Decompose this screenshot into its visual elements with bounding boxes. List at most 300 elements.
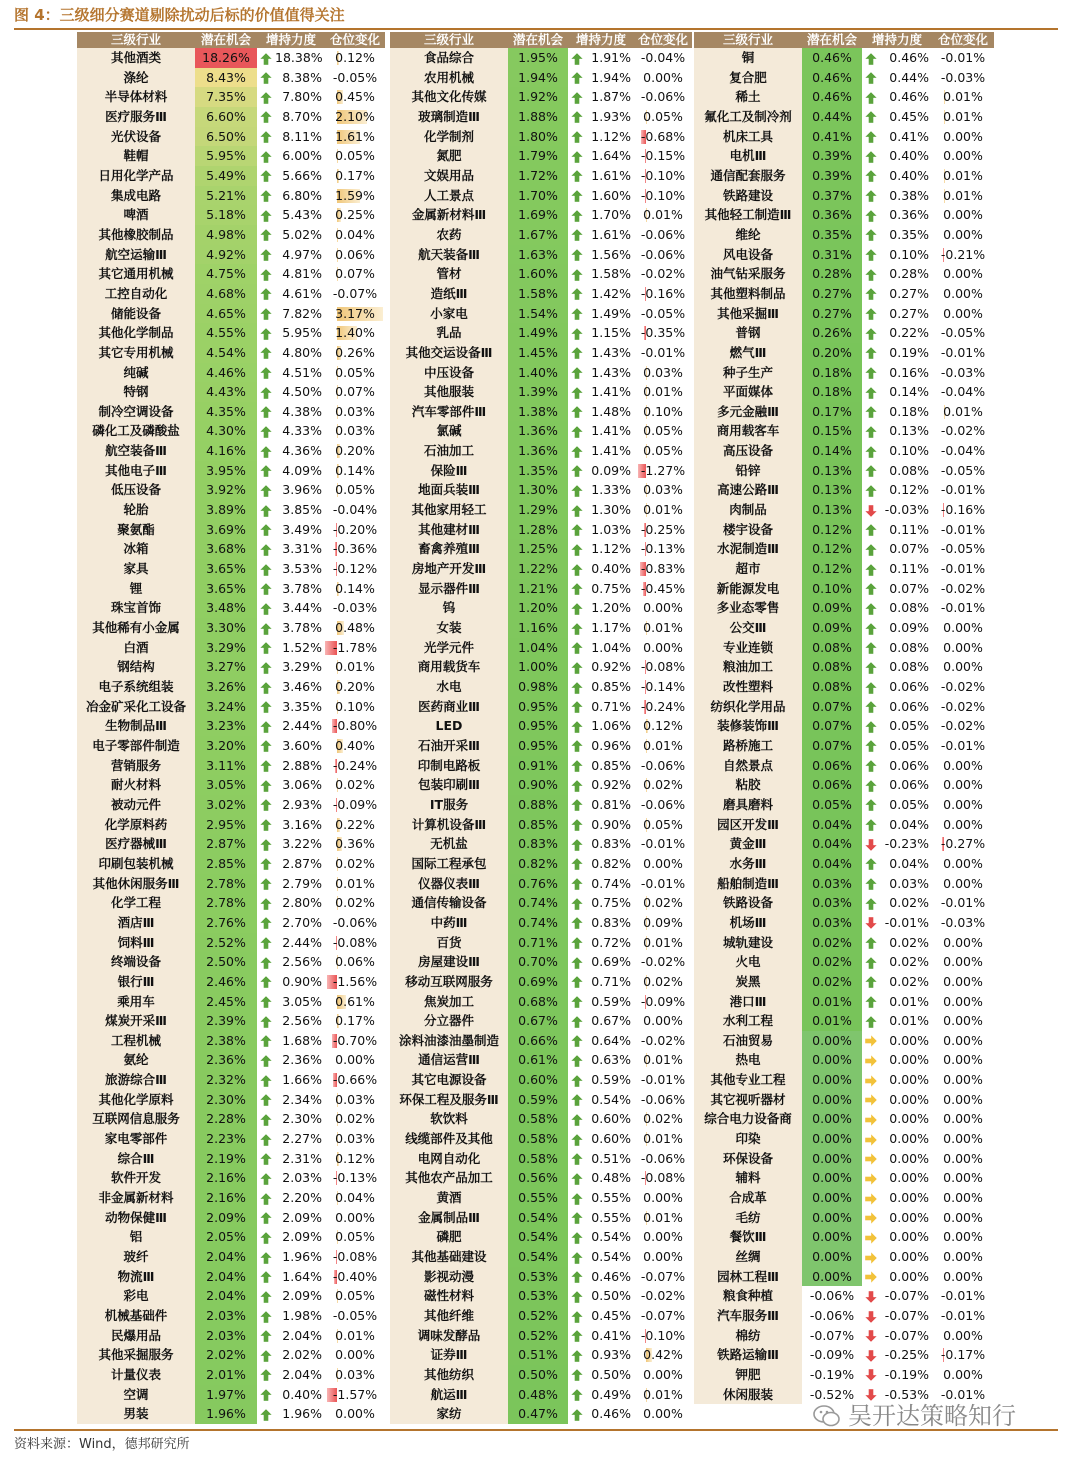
trend-arrow (568, 972, 586, 992)
trend-arrow (862, 1168, 880, 1188)
opportunity-value: 0.58% (508, 1149, 568, 1169)
opportunity-value: 0.00% (802, 1267, 862, 1287)
position-change (634, 1365, 692, 1385)
industry-name: 金属制品Ⅲ (390, 1208, 508, 1228)
increase-value: 1.64% (282, 1268, 323, 1284)
industry-name: 白酒 (77, 638, 195, 658)
position-change (325, 461, 385, 481)
position-change (634, 1247, 692, 1267)
increase-value: 2.31% (282, 1150, 323, 1166)
trend-arrow (257, 638, 275, 658)
industry-name: 其他纺织 (390, 1365, 508, 1385)
table-row (390, 539, 692, 559)
industry-name: 畜禽养殖Ⅲ (390, 539, 508, 559)
position-change-value: 0.03% (335, 423, 375, 439)
trend-arrow (862, 343, 880, 363)
table-row (694, 1286, 994, 1306)
opportunity-value: 4.65% (195, 304, 257, 324)
table-row (694, 1011, 994, 1031)
table-row (390, 323, 692, 343)
arrow-down-icon (864, 838, 878, 852)
arrow-up-icon (570, 779, 584, 793)
trend-arrow (257, 697, 275, 717)
opportunity-value: 1.21% (508, 579, 568, 599)
arrow-up-icon (570, 1113, 584, 1127)
position-change (325, 579, 385, 599)
table-row (77, 775, 385, 795)
increase-value: -0.25% (884, 1347, 930, 1363)
increase-value: 0.08% (889, 600, 930, 616)
position-change-value: 0.26% (335, 344, 375, 360)
industry-name: 风电设备 (694, 245, 802, 265)
position-change-value: 0.00% (943, 1327, 983, 1343)
position-change-value: 0.00% (643, 600, 683, 616)
trend-arrow (862, 677, 880, 697)
trend-arrow (862, 264, 880, 284)
position-change (325, 304, 385, 324)
position-change (932, 1326, 994, 1346)
trend-arrow (568, 1188, 586, 1208)
opportunity-value: 1.72% (508, 166, 568, 186)
position-change-value: 0.00% (643, 855, 683, 871)
trend-arrow (862, 579, 880, 599)
opportunity-value: 0.02% (802, 952, 862, 972)
increase-value: 2.30% (282, 1111, 323, 1127)
opportunity-value: 4.54% (195, 343, 257, 363)
industry-name: 肉制品 (694, 500, 802, 520)
industry-name: 玻璃制造Ⅲ (390, 107, 508, 127)
trend-arrow (568, 697, 586, 717)
industry-name: 分立器件 (390, 1011, 508, 1031)
industry-name: 磨具磨料 (694, 795, 802, 815)
increase-value: 3.44% (282, 600, 323, 616)
industry-name: 环保工程及服务Ⅲ (390, 1090, 508, 1110)
position-change (325, 1149, 385, 1169)
industry-name: 软饮料 (390, 1109, 508, 1129)
position-change-value: -0.27% (940, 836, 986, 852)
opportunity-value: 1.92% (508, 87, 568, 107)
position-change (325, 402, 385, 422)
opportunity-value: 3.20% (195, 736, 257, 756)
increase-value: 0.01% (889, 993, 930, 1009)
increase-value: 2.56% (282, 954, 323, 970)
increase-value: 0.00% (889, 1111, 930, 1127)
table-row (77, 1247, 385, 1267)
position-change (634, 815, 692, 835)
trend-arrow (862, 736, 880, 756)
position-change-value: 0.00% (943, 1190, 983, 1206)
increase-value: 0.08% (889, 659, 930, 675)
position-change (325, 795, 385, 815)
arrow-up-icon (259, 661, 273, 675)
opportunity-value: 2.52% (195, 933, 257, 953)
trend-arrow (568, 1109, 586, 1129)
table-row (77, 284, 385, 304)
table-row (390, 1188, 692, 1208)
trend-arrow (257, 1306, 275, 1326)
position-change-value: 0.20% (335, 679, 375, 694)
position-change (634, 913, 692, 933)
position-change-value: -0.08% (332, 934, 378, 950)
trend-arrow (257, 992, 275, 1012)
industry-name: 铝 (77, 1227, 195, 1247)
header-increase: 增持力度 (257, 32, 325, 48)
position-change (932, 657, 994, 677)
increase-value: 0.48% (591, 1170, 632, 1186)
increase-value: 2.04% (282, 1327, 323, 1343)
table-row (390, 1267, 692, 1287)
opportunity-value: 3.29% (195, 638, 257, 658)
table-row (77, 1345, 385, 1365)
increase-value: 0.90% (282, 973, 323, 989)
table-row (77, 323, 385, 343)
arrow-up-icon (570, 759, 584, 773)
opportunity-value: 0.27% (802, 284, 862, 304)
table-row (390, 225, 692, 245)
position-change-value: 0.05% (335, 364, 375, 380)
table-row (77, 1050, 385, 1070)
position-change (932, 127, 994, 147)
opportunity-value: 0.54% (508, 1208, 568, 1228)
arrow-up-icon (570, 209, 584, 223)
trend-arrow (568, 933, 586, 953)
trend-arrow (862, 87, 880, 107)
position-change (932, 461, 994, 481)
arrow-up-icon (259, 287, 273, 301)
table-row (694, 363, 994, 383)
arrow-up-icon (864, 779, 878, 793)
position-change (325, 186, 385, 206)
position-change-value: 1.40% (335, 325, 375, 341)
position-change (932, 1149, 994, 1169)
increase-value: 2.09% (282, 1288, 323, 1304)
arrow-up-icon (864, 543, 878, 557)
position-change (932, 1365, 994, 1385)
increase-value: 1.87% (591, 89, 632, 105)
opportunity-value: 0.02% (802, 933, 862, 953)
trend-arrow (862, 933, 880, 953)
trend-arrow (862, 245, 880, 265)
arrow-up-icon (259, 897, 273, 911)
table-row (694, 1188, 994, 1208)
table-row (694, 146, 994, 166)
industry-name: 显示器件Ⅲ (390, 579, 508, 599)
industry-name: 其他农产品加工 (390, 1168, 508, 1188)
arrow-right-icon (864, 1093, 878, 1107)
increase-value: 1.64% (591, 148, 632, 164)
increase-value: 0.09% (591, 462, 632, 478)
position-change-value: 0.12% (643, 718, 683, 734)
arrow-up-icon (259, 52, 273, 66)
position-change (325, 146, 385, 166)
table-row (390, 127, 692, 147)
industry-name: 其他塑料制品 (694, 284, 802, 304)
opportunity-value: 0.08% (802, 677, 862, 697)
opportunity-value: 0.03% (802, 913, 862, 933)
opportunity-value: 0.00% (802, 1247, 862, 1267)
table-row (390, 618, 692, 638)
position-change (932, 48, 994, 68)
trend-arrow (568, 382, 586, 402)
position-change (634, 343, 692, 363)
arrow-up-icon (570, 366, 584, 380)
table-row (694, 1090, 994, 1110)
table-row (390, 874, 692, 894)
position-change (932, 1050, 994, 1070)
industry-name: 人工景点 (390, 186, 508, 206)
opportunity-value: 0.31% (802, 245, 862, 265)
trend-arrow (257, 874, 275, 894)
arrow-up-icon (570, 1133, 584, 1147)
opportunity-value: 1.58% (508, 284, 568, 304)
table-row (390, 756, 692, 776)
industry-name: 船舶制造Ⅲ (694, 874, 802, 894)
increase-value: 2.27% (282, 1131, 323, 1147)
increase-value: 0.55% (591, 1190, 632, 1206)
trend-arrow (568, 1326, 586, 1346)
industry-name: 其他化学原料 (77, 1090, 195, 1110)
opportunity-value: 1.54% (508, 304, 568, 324)
position-change (325, 618, 385, 638)
table-row (694, 756, 994, 776)
opportunity-value: 2.87% (195, 834, 257, 854)
trend-arrow (257, 795, 275, 815)
opportunity-value: 0.61% (508, 1050, 568, 1070)
table-row (694, 421, 994, 441)
position-change-value: 0.02% (643, 777, 683, 793)
arrow-up-icon (259, 91, 273, 105)
trend-arrow (862, 795, 880, 815)
opportunity-value: -0.52% (802, 1385, 862, 1405)
table-row (390, 363, 692, 383)
arrow-up-icon (864, 52, 878, 66)
position-change (634, 363, 692, 383)
opportunity-value: 0.59% (508, 1090, 568, 1110)
arrow-up-icon (259, 759, 273, 773)
opportunity-value: 1.40% (508, 363, 568, 383)
trend-arrow (257, 1090, 275, 1110)
increase-value: 1.98% (282, 1308, 323, 1323)
opportunity-value: -0.06% (802, 1286, 862, 1306)
table-row (77, 638, 385, 658)
table-row (694, 815, 994, 835)
trend-arrow (862, 500, 880, 520)
table-row (77, 87, 385, 107)
trend-arrow (568, 1286, 586, 1306)
opportunity-value: 3.23% (195, 716, 257, 736)
increase-value: 0.40% (591, 561, 632, 577)
position-change (325, 677, 385, 697)
arrow-up-icon (570, 975, 584, 989)
table-row (390, 1247, 692, 1267)
arrow-up-icon (570, 327, 584, 341)
industry-name: 油气钻采服务 (694, 264, 802, 284)
position-change (634, 1286, 692, 1306)
table-row (390, 304, 692, 324)
position-change (325, 441, 385, 461)
trend-arrow (568, 500, 586, 520)
position-change-value: -0.16% (640, 285, 686, 301)
position-change (932, 323, 994, 343)
opportunity-value: 2.30% (195, 1090, 257, 1110)
position-change-value: 0.00% (943, 934, 983, 950)
position-change-value: 1.61% (335, 128, 375, 144)
position-change (325, 1070, 385, 1090)
industry-name: 电子系统组装 (77, 677, 195, 697)
arrow-up-icon (864, 248, 878, 262)
position-change-value: -0.04% (940, 384, 986, 400)
industry-name: 珠宝首饰 (77, 598, 195, 618)
table-row (77, 1031, 385, 1051)
position-change-value: 0.01% (643, 1131, 683, 1147)
increase-value: 4.33% (282, 423, 323, 439)
position-change-value: 0.09% (643, 914, 683, 930)
industry-name: 机械基础件 (77, 1306, 195, 1326)
arrow-up-icon (570, 838, 584, 852)
industry-name: 低压设备 (77, 480, 195, 500)
position-change (932, 1345, 994, 1365)
increase-value: 1.43% (591, 364, 632, 380)
opportunity-value: 0.60% (508, 1070, 568, 1090)
opportunity-value: 3.95% (195, 461, 257, 481)
industry-name: 其它视听器材 (694, 1090, 802, 1110)
opportunity-value: 0.88% (508, 795, 568, 815)
table-row (390, 500, 692, 520)
trend-arrow (568, 402, 586, 422)
table-row (390, 146, 692, 166)
position-change (932, 1208, 994, 1228)
increase-value: 0.06% (889, 679, 930, 694)
industry-name: 家具 (77, 559, 195, 579)
position-change (634, 775, 692, 795)
arrow-up-icon (864, 897, 878, 911)
position-change (325, 48, 385, 68)
increase-value: 18.38% (275, 50, 323, 65)
opportunity-value: 0.50% (508, 1365, 568, 1385)
table-row (694, 1326, 994, 1346)
increase-value: 1.17% (591, 620, 632, 636)
increase-value: 0.60% (591, 1131, 632, 1147)
increase-value: 0.00% (889, 1190, 930, 1206)
arrow-up-icon (570, 681, 584, 695)
increase-value: 1.96% (282, 1249, 323, 1265)
opportunity-value: 5.21% (195, 186, 257, 206)
opportunity-value: 0.91% (508, 756, 568, 776)
table-row (694, 638, 994, 658)
industry-name: 证券Ⅲ (390, 1345, 508, 1365)
opportunity-value: 0.00% (802, 1031, 862, 1051)
position-change (932, 992, 994, 1012)
trend-arrow (257, 1188, 275, 1208)
opportunity-value: 5.49% (195, 166, 257, 186)
industry-name: 中压设备 (390, 363, 508, 383)
arrow-up-icon (570, 936, 584, 950)
trend-arrow (568, 1070, 586, 1090)
arrow-up-icon (259, 1054, 273, 1068)
increase-value: 0.05% (889, 796, 930, 812)
industry-name: 纺织化学用品 (694, 697, 802, 717)
arrow-up-icon (259, 602, 273, 616)
table-row (694, 304, 994, 324)
trend-arrow (257, 402, 275, 422)
opportunity-value: 2.50% (195, 952, 257, 972)
table-row (77, 834, 385, 854)
position-change-value: 0.00% (943, 1170, 983, 1186)
opportunity-value: 2.85% (195, 854, 257, 874)
trend-arrow (257, 107, 275, 127)
industry-name: 铅锌 (694, 461, 802, 481)
position-change (325, 1365, 385, 1385)
position-change-value: -1.27% (640, 462, 686, 478)
position-change (932, 1090, 994, 1110)
position-change (634, 520, 692, 540)
header-increase: 增持力度 (862, 32, 932, 48)
increase-value: 0.75% (591, 580, 632, 596)
position-change (932, 1286, 994, 1306)
position-change (634, 323, 692, 343)
opportunity-value: 1.04% (508, 638, 568, 658)
opportunity-value: 0.04% (802, 815, 862, 835)
increase-value: 1.91% (591, 50, 632, 65)
table-row (390, 854, 692, 874)
trend-arrow (257, 205, 275, 225)
increase-value: 2.44% (282, 934, 323, 950)
table-row (390, 1208, 692, 1228)
arrow-up-icon (259, 1349, 273, 1363)
position-change (634, 1345, 692, 1365)
industry-name: 休闲服装 (694, 1385, 802, 1405)
position-change (932, 913, 994, 933)
arrow-up-icon (259, 838, 273, 852)
table-row (77, 1306, 385, 1326)
position-change-value: 0.00% (943, 796, 983, 812)
arrow-up-icon (864, 582, 878, 596)
table-row (77, 68, 385, 88)
table-row (694, 186, 994, 206)
trend-arrow (862, 972, 880, 992)
trend-arrow (862, 205, 880, 225)
table-row (694, 775, 994, 795)
trend-arrow (257, 559, 275, 579)
table-row (390, 1168, 692, 1188)
watermark-text: 吴开达策略知行 (848, 1402, 1016, 1430)
position-change-value: 0.01% (943, 403, 983, 419)
table-row (77, 893, 385, 913)
arrow-up-icon (864, 150, 878, 164)
position-change-value: 0.00% (943, 855, 983, 871)
arrow-up-icon (864, 327, 878, 341)
table-row (694, 913, 994, 933)
industry-name: 钢结构 (77, 657, 195, 677)
position-change-value: 0.00% (643, 1229, 683, 1245)
trend-arrow (862, 1129, 880, 1149)
increase-value: 0.81% (591, 796, 632, 812)
trend-arrow (257, 87, 275, 107)
increase-value: -0.23% (884, 836, 930, 852)
table-row (390, 638, 692, 658)
position-change-value: 0.01% (335, 1327, 375, 1343)
trend-arrow (862, 1365, 880, 1385)
position-change-value: -0.01% (640, 836, 686, 852)
position-change (932, 107, 994, 127)
trend-arrow (568, 815, 586, 835)
industry-name: 专业连锁 (694, 638, 802, 658)
position-change-value: 0.00% (943, 1209, 983, 1225)
arrow-up-icon (259, 71, 273, 85)
industry-name: 机场Ⅲ (694, 913, 802, 933)
table-row (390, 441, 692, 461)
position-change-value: -0.24% (640, 698, 686, 714)
